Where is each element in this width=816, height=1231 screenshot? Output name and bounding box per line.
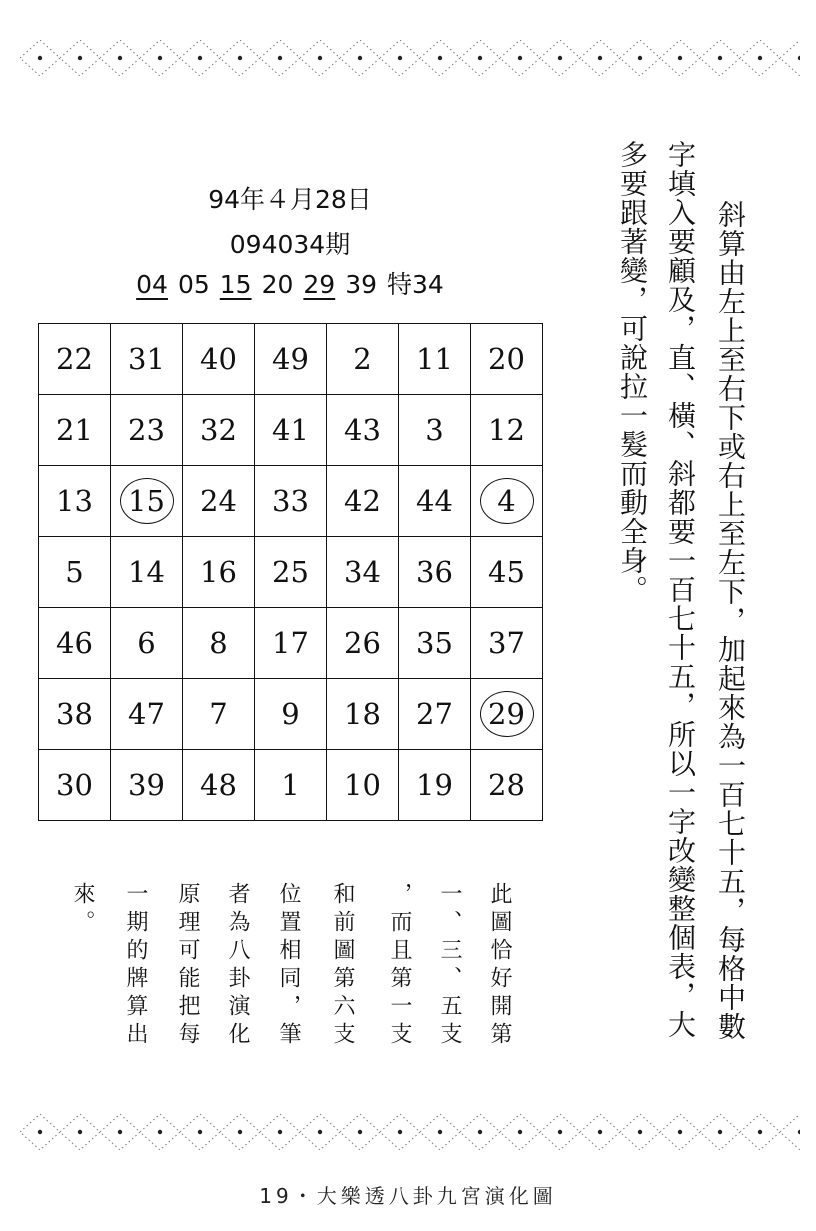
grid-cell (183, 466, 255, 537)
note-column-2: 一、三、五支 (437, 882, 462, 1050)
grid-cell (255, 537, 327, 608)
grid-cell (183, 395, 255, 466)
grid-row (39, 537, 543, 608)
grid-cell (327, 608, 399, 679)
grid-cell-value: 11 (416, 342, 453, 376)
grid-cell-value: 47 (128, 697, 165, 731)
grid-cell (39, 395, 111, 466)
winning-number: 15 (219, 270, 252, 299)
grid-cell-value: 13 (56, 484, 93, 518)
grid-cell-value: 25 (272, 555, 309, 589)
grid-cell-value: 46 (56, 626, 93, 660)
winning-number: 04 (136, 270, 168, 299)
grid-cell-circled (471, 466, 543, 537)
grid-cell-value: 39 (128, 768, 165, 802)
winning-number: 29 (303, 270, 336, 299)
top-decorative-border (20, 28, 800, 88)
grid-cell-value: 18 (344, 697, 381, 731)
grid-row (39, 466, 543, 537)
grid-cell (471, 395, 543, 466)
top-border-pattern (20, 28, 800, 88)
winning-number: 特34 (387, 270, 444, 299)
winning-numbers (40, 265, 540, 301)
grid-cell-value: 33 (272, 484, 309, 518)
grid-cell (399, 679, 471, 750)
grid-cell (255, 395, 327, 466)
grid-cell (255, 466, 327, 537)
note-column-7: 原理可能把每 (175, 882, 200, 1050)
grid-cell-value: 43 (344, 413, 381, 447)
grid-cell-value: 26 (344, 626, 381, 660)
grid-cell (111, 608, 183, 679)
grid-cell-value: 16 (200, 555, 237, 589)
bottom-decorative-border (20, 1102, 800, 1162)
grid-cell (255, 750, 327, 821)
grid-cell-value: 10 (344, 768, 381, 802)
grid-cell-value: 14 (128, 555, 165, 589)
grid-cell-value: 17 (272, 626, 309, 660)
grid-cell-value: 35 (416, 626, 453, 660)
note-column-6: 者為八卦演化 (225, 882, 250, 1050)
grid-cell-value: 15 (120, 478, 174, 524)
grid-cell (327, 324, 399, 395)
right-text-column-3: 多要跟著變，可說拉一髮而動全身。 (616, 140, 649, 604)
grid-cell-value: 41 (272, 413, 309, 447)
page-footer: 19・大樂透八卦九宮演化圖 (259, 1184, 557, 1208)
grid-cell (111, 395, 183, 466)
grid-cell (39, 750, 111, 821)
grid-cell (399, 324, 471, 395)
note-column-9: 來。 (70, 882, 95, 938)
grid-cell-value: 1 (281, 768, 300, 802)
grid-cell-value: 22 (56, 342, 93, 376)
grid-cell (39, 466, 111, 537)
grid-cell (471, 750, 543, 821)
right-text-column-1: 斜算由左上至右下或右上至左下，加起來為一百七十五，每格中數 (714, 200, 747, 1041)
grid-cell-value: 27 (416, 697, 453, 731)
grid-row (39, 679, 543, 750)
grid-cell-value: 48 (200, 768, 237, 802)
grid-cell (111, 324, 183, 395)
grid-cell-circled (111, 466, 183, 537)
grid-cell (183, 750, 255, 821)
grid-cell (399, 395, 471, 466)
grid-cell-value: 8 (209, 626, 228, 660)
grid-cell-value: 23 (128, 413, 165, 447)
grid-cell-value: 40 (200, 342, 237, 376)
grid-cell-value: 20 (488, 342, 525, 376)
grid-cell (471, 324, 543, 395)
grid-cell-value: 44 (416, 484, 453, 518)
grid-cell-value: 49 (272, 342, 309, 376)
grid-cell-value: 24 (200, 484, 237, 518)
grid-cell (183, 537, 255, 608)
grid-cell (399, 466, 471, 537)
grid-cell-value: 45 (488, 555, 525, 589)
grid-cell-value: 42 (344, 484, 381, 518)
grid-cell-value: 4 (480, 478, 534, 524)
number-grid (38, 323, 543, 821)
grid-cell-value: 30 (56, 768, 93, 802)
note-column-5: 位置相同，筆 (276, 882, 301, 1050)
grid-cell-value: 34 (344, 555, 381, 589)
grid-cell-value: 32 (200, 413, 237, 447)
grid-cell-value: 12 (488, 413, 525, 447)
grid-cell (327, 750, 399, 821)
grid-cell (399, 750, 471, 821)
grid-cell-value: 21 (56, 413, 93, 447)
grid-cell-value: 19 (416, 768, 453, 802)
draw-issue: 094034期 (229, 230, 351, 259)
draw-date: 94年４月28日 (208, 185, 372, 214)
right-text-column-2: 字填入要顧及，直、橫、斜都要一百七十五，所以一字改變整個表，大 (664, 140, 697, 1039)
grid-row (39, 324, 543, 395)
grid-cell (399, 537, 471, 608)
winning-number: 39 (345, 270, 378, 299)
grid-cell-value: 36 (416, 555, 453, 589)
grid-cell-value: 6 (137, 626, 156, 660)
bottom-border-pattern (20, 1102, 800, 1162)
grid-cell-value: 2 (353, 342, 372, 376)
grid-cell (111, 679, 183, 750)
grid-cell-value: 7 (209, 697, 228, 731)
grid-cell-value: 9 (281, 697, 300, 731)
grid-row (39, 395, 543, 466)
grid-cell (183, 324, 255, 395)
note-column-1: 此圖恰好開第 (487, 882, 512, 1050)
grid-cell (39, 679, 111, 750)
grid-cell-value: 29 (480, 691, 534, 737)
winning-number: 20 (261, 270, 294, 299)
grid-cell-value: 28 (488, 768, 525, 802)
grid-cell (255, 324, 327, 395)
winning-number: 05 (177, 270, 210, 299)
grid-row (39, 750, 543, 821)
grid-cell (471, 608, 543, 679)
grid-cell-circled (471, 679, 543, 750)
grid-cell (399, 608, 471, 679)
grid-cell (255, 679, 327, 750)
grid-cell (183, 679, 255, 750)
grid-cell-value: 37 (488, 626, 525, 660)
note-column-4: 和前圖第六支 (330, 882, 355, 1050)
grid-cell (327, 395, 399, 466)
grid-cell (39, 537, 111, 608)
grid-cell (471, 537, 543, 608)
grid-cell (255, 608, 327, 679)
grid-cell (111, 537, 183, 608)
grid-cell (183, 608, 255, 679)
grid-cell-value: 3 (425, 413, 444, 447)
grid-cell-value: 38 (56, 697, 93, 731)
grid-cell (39, 324, 111, 395)
note-column-3: ，而且第一支 (387, 882, 412, 1050)
note-column-8: 一期的牌算出 (123, 882, 148, 1050)
grid-cell (111, 750, 183, 821)
grid-cell (327, 537, 399, 608)
grid-cell-value: 5 (65, 555, 84, 589)
grid-cell (39, 608, 111, 679)
grid-cell (327, 679, 399, 750)
grid-row (39, 608, 543, 679)
grid-cell-value: 31 (128, 342, 165, 376)
grid-cell (327, 466, 399, 537)
